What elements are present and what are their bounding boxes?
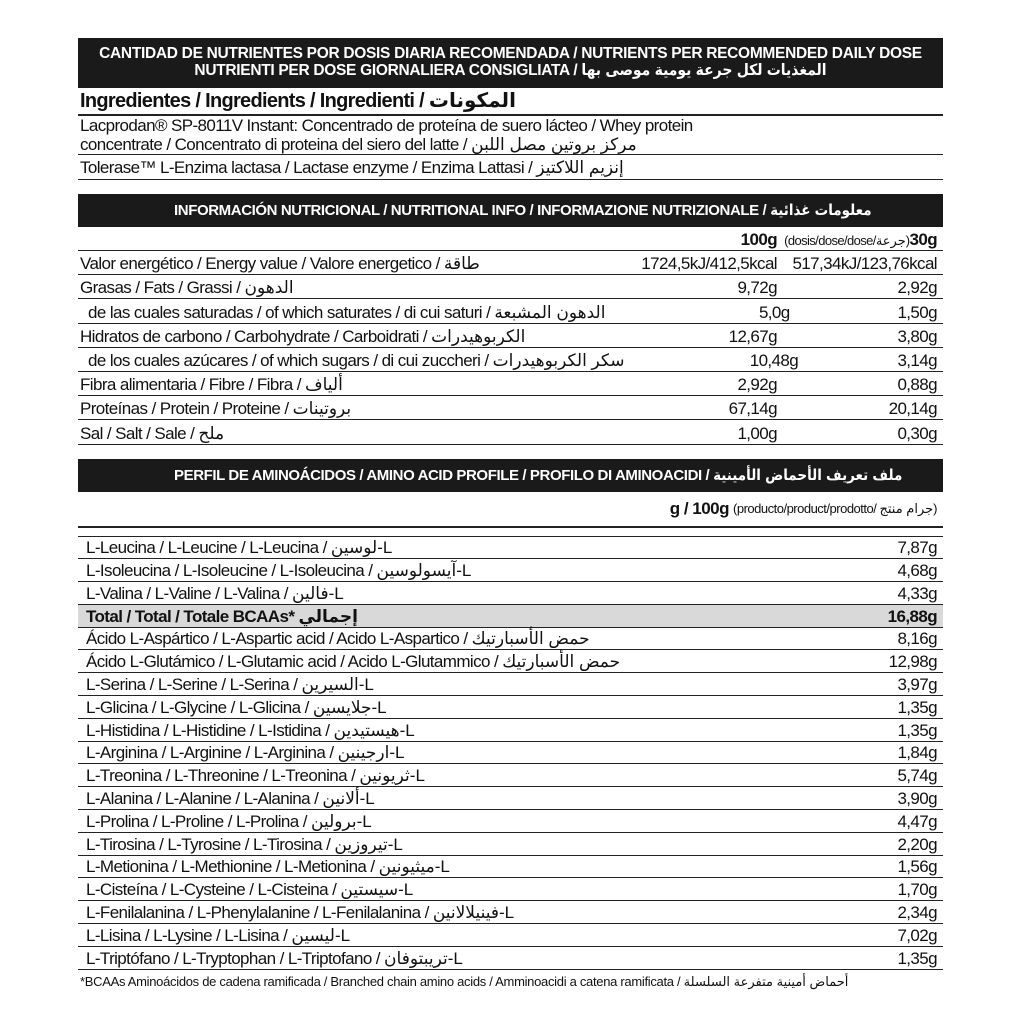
- amino-value: 7,02g: [897, 925, 937, 945]
- amino-value: 2,20g: [897, 834, 937, 854]
- amino-row: [78, 628, 943, 651]
- nutrient-per-30g: 2,92g: [897, 278, 937, 298]
- amino-row: [78, 719, 943, 742]
- amino-unit: g / 100g: [669, 498, 730, 518]
- amino-value: 1,56g: [897, 857, 937, 877]
- amino-name: L-Prolina / L-Proline / L-Prolina / برولين-L: [86, 811, 372, 831]
- nutrition-row: [78, 420, 943, 444]
- footnote: *BCAAs Aminoácidos de cadena ramificada / Branched chain amino acids / Amminoacidi a catena ramificata / أحماض أمينية متفرعة السلسلة: [80, 973, 849, 989]
- ingredients-title: Ingredientes / Ingredients / Ingredienti / المكونات: [78, 88, 943, 116]
- amino-name: L-Valina / L-Valine / L-Valina / فالين-L: [86, 583, 344, 603]
- amino-value: 16,88g: [887, 606, 937, 626]
- amino-value: 1,35g: [897, 720, 937, 740]
- amino-name: L-Metionina / L-Methionine / L-Metionina / ميثيونين-L: [86, 857, 450, 877]
- nutrient-per-100g: 1,00g: [737, 423, 777, 443]
- amino-name: L-Triptófano / L-Tryptophan / L-Triptofano / تريبتوفان-L: [86, 948, 463, 968]
- nutrient-per-30g: 517,34kJ/123,76kcal: [792, 254, 937, 274]
- amino-row: [78, 582, 943, 605]
- nutrient-per-100g: 5,0g: [758, 302, 790, 322]
- nutrient-per-100g: 2,92g: [737, 375, 777, 395]
- ingredient-tolerase: Tolerase™ L-Enzima lactasa / Lactase enzyme / Enzima Lattasi / إنزيم اللاكتيز: [78, 155, 943, 180]
- amino-value: 3,90g: [897, 789, 937, 809]
- nutrient-name: Proteínas / Protein / Proteine / بروتينات: [80, 399, 352, 419]
- nutrition-row: [78, 324, 943, 348]
- amino-row: [78, 947, 943, 970]
- amino-name: Ácido L-Aspártico / L-Aspartic acid / Acido L-Aspartico / حمض الأسبارتيك: [86, 629, 590, 649]
- header-line-1: CANTIDAD DE NUTRIENTES POR DOSIS DIARIA RECOMENDADA / NUTRIENTS PER RECOMMENDED DAILY DOSE: [99, 45, 922, 62]
- nutrient-per-30g: 1,50g: [897, 302, 937, 322]
- nutrient-per-100g: 67,14g: [728, 399, 777, 419]
- nutrition-row: [78, 348, 943, 372]
- nutrition-table: [78, 227, 943, 445]
- amino-value: 12,98g: [888, 652, 937, 672]
- amino-name: L-Alanina / L-Alanine / L-Alanina / ألانين-L: [86, 789, 375, 809]
- nutrient-per-30g: 3,80g: [897, 326, 937, 346]
- nutrition-label: [78, 38, 943, 994]
- amino-value: 1,84g: [897, 743, 937, 763]
- amino-row: [78, 742, 943, 765]
- nutrition-row: [78, 396, 943, 420]
- amino-unit-note: (producto/product/prodotto/ جرام منتج): [733, 500, 937, 516]
- amino-table: [78, 537, 943, 970]
- nutrient-per-100g: 9,72g: [737, 278, 777, 298]
- amino-value: 1,35g: [897, 697, 937, 717]
- dose-note: (dosis/dose/dose/جرعة): [784, 233, 910, 248]
- amino-total-row: [78, 605, 943, 628]
- nutrition-row: [78, 275, 943, 299]
- amino-value: 1,70g: [897, 880, 937, 900]
- amino-name: L-Isoleucina / L-Isoleucine / L-Isoleucina / آيسولوسين-L: [86, 561, 471, 581]
- nutrition-row: [78, 299, 943, 323]
- amino-name: L-Glicina / L-Glycine / L-Glicina / جلايسين-L: [86, 697, 387, 717]
- amino-value: 3,97g: [897, 675, 937, 695]
- amino-name: L-Tirosina / L-Tyrosine / L-Tirosina / تيروزين-L: [86, 834, 403, 854]
- amino-name: L-Arginina / L-Arginine / L-Arginina / ارجينين-L: [86, 743, 404, 763]
- amino-name: Ácido L-Glutámico / L-Glutamic acid / Acido L-Glutammico / حمض الأسبارتيك: [86, 652, 621, 672]
- amino-name: L-Serina / L-Serine / L-Serina / السيرين-L: [86, 675, 374, 695]
- nutrient-per-30g: 3,14g: [897, 350, 937, 370]
- amino-row: [78, 764, 943, 787]
- amino-row: [78, 924, 943, 947]
- amino-name: L-Histidina / L-Histidine / L-Istidina / هيستيدين-L: [86, 720, 415, 740]
- amino-row: [78, 673, 943, 696]
- amino-name: L-Fenilalanina / L-Phenylalanine / L-Fenilalanina / فينيلالانين-L: [86, 903, 514, 923]
- amino-name: L-Treonina / L-Threonine / L-Treonina / ثريونين-L: [86, 766, 425, 786]
- amino-row: [78, 878, 943, 901]
- nutrient-name: Grasas / Fats / Grassi / الدهون: [80, 278, 294, 298]
- amino-value: 4,33g: [897, 583, 937, 603]
- nutrient-per-30g: 0,88g: [897, 375, 937, 395]
- nutrient-name: Hidratos de carbono / Carbohydrate / Carboidrati / الكربوهيدرات: [80, 326, 526, 346]
- amino-row: [78, 696, 943, 719]
- amino-row: [78, 901, 943, 924]
- nutrients-header: [78, 38, 943, 88]
- nutrient-name: Valor energético / Energy value / Valore energetico / طاقة: [80, 254, 480, 274]
- nutrient-name: de los cuales azúcares / of which sugars / di cui zuccheri / سكر الكربوهيدرات: [88, 350, 625, 370]
- nutrient-per-100g: 10,48g: [749, 350, 799, 370]
- amino-value: 4,68g: [897, 561, 937, 581]
- nutrition-row: [78, 372, 943, 396]
- amino-value: 2,34g: [897, 903, 937, 923]
- nutrient-per-30g: 0,30g: [897, 423, 937, 443]
- nutrition-info-header: INFORMACIÓN NUTRICIONAL / NUTRITIONAL INFO / INFORMAZIONE NUTRIZIONALE / معلومات غذائية: [78, 194, 943, 227]
- nutrient-per-30g: 20,14g: [888, 399, 937, 419]
- amino-name: Total / Total / Totale BCAAs* إجمالي: [86, 606, 358, 626]
- nutrient-per-100g: 12,67g: [728, 326, 777, 346]
- amino-row: [78, 833, 943, 856]
- column-30g: [777, 230, 937, 250]
- amino-unit-header: [78, 492, 943, 528]
- amino-name: L-Cisteína / L-Cysteine / L-Cisteina / سيستين-L: [86, 880, 413, 900]
- amino-profile-header: PERFIL DE AMINOÁCIDOS / AMINO ACID PROFILE / PROFILO DI AMINOACIDI / ملف تعريف الأحماض الأمينية: [78, 459, 943, 492]
- amino-row: [78, 856, 943, 879]
- amino-row: [78, 787, 943, 810]
- amino-value: 8,16g: [897, 629, 937, 649]
- amino-row: [78, 810, 943, 833]
- dose-amount: 30g: [909, 230, 937, 249]
- nutrient-name: de las cuales saturadas / of which saturates / di cui saturi / الدهون المشبعة: [88, 302, 606, 322]
- amino-value: 1,35g: [897, 948, 937, 968]
- amino-value: 5,74g: [897, 766, 937, 786]
- nutrition-table-header: [78, 227, 943, 251]
- ingredient-whey: [78, 116, 943, 155]
- nutrient-name: Fibra alimentaria / Fibre / Fibra / ألياف: [80, 375, 343, 395]
- amino-value: 7,87g: [897, 538, 937, 558]
- amino-row: [78, 537, 943, 560]
- ingredient-whey-line-1: Lacprodan® SP-8011V Instant: Concentrado de proteína de suero lácteo / Whey protein: [80, 116, 693, 135]
- nutrient-name: Sal / Salt / Sale / ملح: [80, 423, 225, 443]
- amino-value: 4,47g: [897, 811, 937, 831]
- nutrient-per-100g: 1724,5kJ/412,5kcal: [641, 254, 777, 274]
- amino-row: [78, 650, 943, 673]
- amino-name: L-Lisina / L-Lysine / L-Lisina / ليسين-L: [86, 925, 350, 945]
- ingredient-whey-line-2: concentrate / Concentrato di proteina del siero del latte / مركز بروتين مصل اللبن: [80, 135, 637, 154]
- column-100g: 100g: [740, 230, 777, 249]
- nutrition-row: [78, 251, 943, 275]
- header-line-2: NUTRIENTI PER DOSE GIORNALIERA CONSIGLIATA / المغذيات لكل جرعة يومية موصى بها: [194, 62, 827, 79]
- amino-name: L-Leucina / L-Leucine / L-Leucina / لوسين-L: [86, 538, 392, 558]
- amino-row: [78, 559, 943, 582]
